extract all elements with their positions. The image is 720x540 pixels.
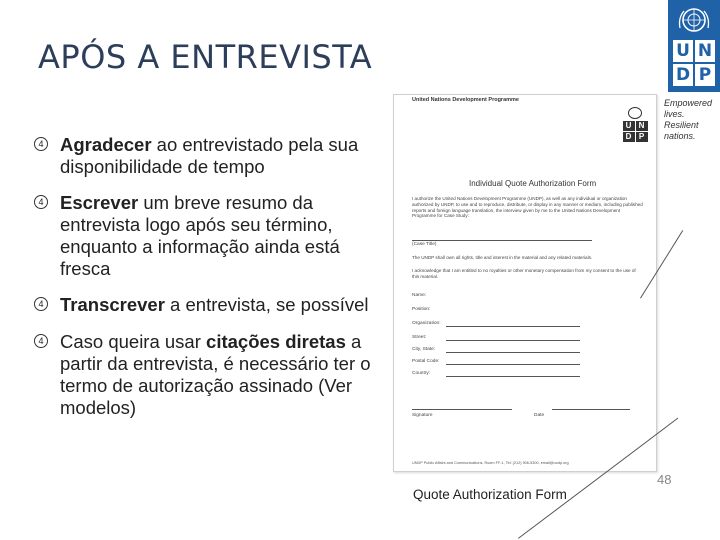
logo-letter: D <box>623 132 635 142</box>
form-line <box>552 409 630 410</box>
form-field-label: Postal Code: <box>412 359 440 364</box>
bullet-marker-icon: 4 <box>34 297 48 311</box>
bullet-item <box>34 134 394 178</box>
slide-title: APÓS A ENTREVISTA <box>38 38 373 76</box>
bullet-item <box>34 331 394 419</box>
undp-letters <box>673 40 715 86</box>
bullet-item <box>34 294 394 316</box>
bullet-marker-icon: 4 <box>34 334 48 348</box>
form-date-label: Date <box>534 413 545 418</box>
bullet-text: ao entrevistado pela sua disponibilidade de tempo <box>60 134 359 177</box>
logo-letter: P <box>636 132 648 142</box>
bullet-bold-text: Escrever <box>60 192 139 213</box>
image-caption: Quote Authorization Form <box>413 487 567 502</box>
form-field-label: Organization: <box>412 321 441 326</box>
bullet-marker-icon: 4 <box>34 195 48 209</box>
form-paragraph: I authorize the United Nations Development Programme (UNDP), as well as any individual or organization authorized by UNDP, to use and to reproduce, distribute, or display in any manner or medium, including published reports and foreign language translation, the interview given by me to the United Nations Development Programme for Case Study: <box>412 196 643 219</box>
form-header: United Nations Development Programme <box>412 97 519 103</box>
form-case-title: (Case Title) <box>412 242 437 247</box>
logo-letter: P <box>695 64 715 86</box>
bullet-bold-text: citações diretas <box>206 331 346 352</box>
logo-letter: N <box>695 40 715 62</box>
form-line <box>412 240 592 241</box>
form-paragraph: The UNDP shall own all rights, title and interest in the material and any related materials. <box>412 255 593 260</box>
logo-tagline: Empowered lives. Resilient nations. <box>664 98 713 141</box>
form-field-label: Street: <box>412 335 427 340</box>
form-line <box>446 376 580 377</box>
logo-letter: U <box>623 121 635 131</box>
form-field-label: Country: <box>412 371 431 376</box>
form-signature-label: Signature <box>412 413 433 418</box>
bullet-text: a partir da entrevista, é necessário ter o termo de autorização assinado (Ver modelos) <box>60 331 371 418</box>
bullet-item <box>34 192 394 280</box>
form-field-label: City, State: <box>412 347 436 352</box>
logo-letter: N <box>636 121 648 131</box>
bullet-list <box>34 134 394 419</box>
bullet-text: um breve resumo da entrevista logo após seu término, enquanto a informação ainda está fresca <box>60 192 340 279</box>
quote-authorization-form-image <box>393 94 657 472</box>
form-undp-logo <box>621 107 649 151</box>
form-footer: UNDP Public Affairs and Communications, Room FF-1, Tel: (212) 906-5300, email@undp.org <box>412 461 569 465</box>
bullet-text: Caso queira usar <box>60 331 207 352</box>
undp-logo <box>668 0 720 92</box>
bullet-text: a entrevista, se possível <box>164 294 369 315</box>
form-title: Individual Quote Authorization Form <box>469 179 597 188</box>
logo-letter: U <box>673 40 693 62</box>
un-emblem-icon <box>676 6 712 36</box>
form-field-label: Name: <box>412 293 427 298</box>
form-line <box>446 352 580 353</box>
form-line <box>446 364 580 365</box>
bullet-bold-text: Agradecer <box>60 134 152 155</box>
form-field-label: Position: <box>412 307 431 312</box>
form-line <box>446 326 580 327</box>
bullet-marker-icon: 4 <box>34 137 48 151</box>
form-line <box>412 409 512 410</box>
form-paragraph: I acknowledge that I am entitled to no royalties or other monetary compensation from my consent to the use of this material. <box>412 268 636 279</box>
form-line <box>446 340 580 341</box>
un-emblem-icon <box>628 107 642 119</box>
bullet-bold-text: Transcrever <box>60 294 165 315</box>
page-number: 48 <box>657 472 672 487</box>
logo-letter: D <box>673 64 693 86</box>
